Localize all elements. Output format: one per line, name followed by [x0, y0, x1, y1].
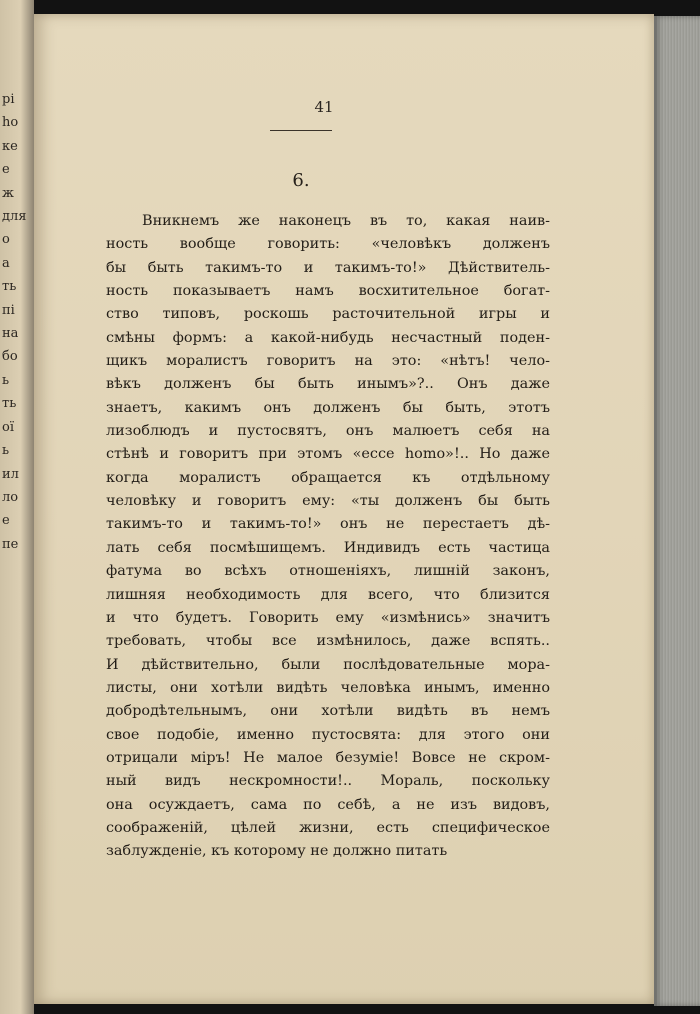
facing-text-fragment: рі [2, 92, 15, 107]
text-line: ный видъ нескромности!.. Мораль, поскольку [106, 773, 550, 790]
facing-text-fragment: ть [2, 279, 17, 295]
text-line: стѣнѣ и говоритъ при этомъ «ecce homo»!.. Но даже [106, 446, 550, 463]
facing-text-fragment: ь [2, 372, 10, 388]
section-number: 6. [292, 170, 310, 191]
facing-text-fragment: ло [2, 489, 19, 505]
facing-text-fragment: пе [2, 536, 19, 552]
text-line: человѣку и говоритъ ему: «ты долженъ бы быть [106, 493, 550, 510]
body-text [106, 210, 550, 864]
page-number: 41 [314, 98, 334, 116]
facing-text-fragment: пі [2, 302, 15, 318]
facing-text-fragment: ж [2, 185, 14, 201]
text-line: вѣкъ долженъ бы быть инымъ»?.. Онъ даже [106, 376, 550, 393]
text-line: смѣны формъ: а какой-нибудь несчастный поден- [106, 329, 550, 346]
facing-page-edge [0, 0, 34, 1014]
facing-text-fragment: для [2, 209, 27, 225]
text-line: знаетъ, какимъ онъ долженъ бы быть, этотъ [106, 399, 550, 416]
text-line: Вникнемъ же наконецъ въ то, какая наив- [142, 213, 550, 229]
facing-page-text [2, 88, 32, 556]
facing-text-fragment: о [2, 232, 10, 248]
text-line: заблужденіе, къ которому не должно питать [106, 843, 448, 860]
text-line: такимъ-то и такимъ-то!» онъ не перестаетъ дѣ- [106, 516, 550, 533]
text-line: бы быть такимъ-то и такимъ-то!» Дѣйствитель- [106, 259, 550, 276]
text-line: лать себя посмѣшищемъ. Индивидъ есть частица [106, 539, 550, 556]
text-line: ность показываетъ намъ восхитительное богат- [106, 283, 550, 300]
facing-text-fragment: бо [2, 349, 18, 365]
text-line: соображеній, цѣлей жизни, есть специфическое [106, 819, 550, 836]
text-line: свое подобіе, именно пустосвята: для этого они [106, 726, 550, 743]
page-edges [654, 16, 700, 1006]
facing-text-fragment: ть [2, 396, 17, 412]
facing-text-fragment: ho [2, 115, 19, 131]
text-line: требовать, чтобы все измѣнилось, даже вспять.. [106, 633, 550, 650]
facing-text-fragment: е [2, 162, 10, 178]
text-line: добродѣтельнымъ, они хотѣли видѣть въ немъ [106, 703, 550, 720]
text-line: фатума во всѣхъ отношеніяхъ, лишній законъ, [106, 563, 550, 580]
text-line: щикъ моралистъ говоритъ на это: «нѣтъ! чело- [106, 353, 550, 370]
facing-text-fragment: ил [2, 466, 19, 482]
text-line: И дѣйствительно, были послѣдовательные мора- [106, 656, 550, 673]
facing-text-fragment: ої [2, 419, 14, 435]
text-line: когда моралистъ обращается къ отдѣльному [106, 469, 550, 486]
facing-text-fragment: ь [2, 443, 10, 459]
book-page [34, 14, 654, 1004]
text-line: и что будетъ. Говорить ему «измѣнись» значитъ [106, 609, 550, 626]
facing-text-fragment: а [2, 255, 10, 271]
text-line: отрицали міръ! Не малое безуміе! Вовсе не скром- [106, 749, 550, 766]
text-line: листы, они хотѣли видѣть человѣка инымъ, именно [106, 679, 550, 696]
text-line: лизоблюдъ и пустосвятъ, онъ малюетъ себя на [106, 423, 550, 440]
facing-text-fragment: на [2, 326, 19, 342]
text-line: ство типовъ, роскошь расточительной игры и [106, 306, 550, 323]
facing-text-fragment: ке [2, 138, 18, 154]
text-line: она осуждаетъ, сама по себѣ, а не изъ видовъ, [106, 796, 550, 813]
text-line: ность вообще говорить: «человѣкъ долженъ [106, 236, 550, 253]
facing-text-fragment: е [2, 513, 10, 529]
text-line: лишняя необходимость для всего, что близится [106, 586, 550, 603]
header-rule [270, 130, 332, 131]
